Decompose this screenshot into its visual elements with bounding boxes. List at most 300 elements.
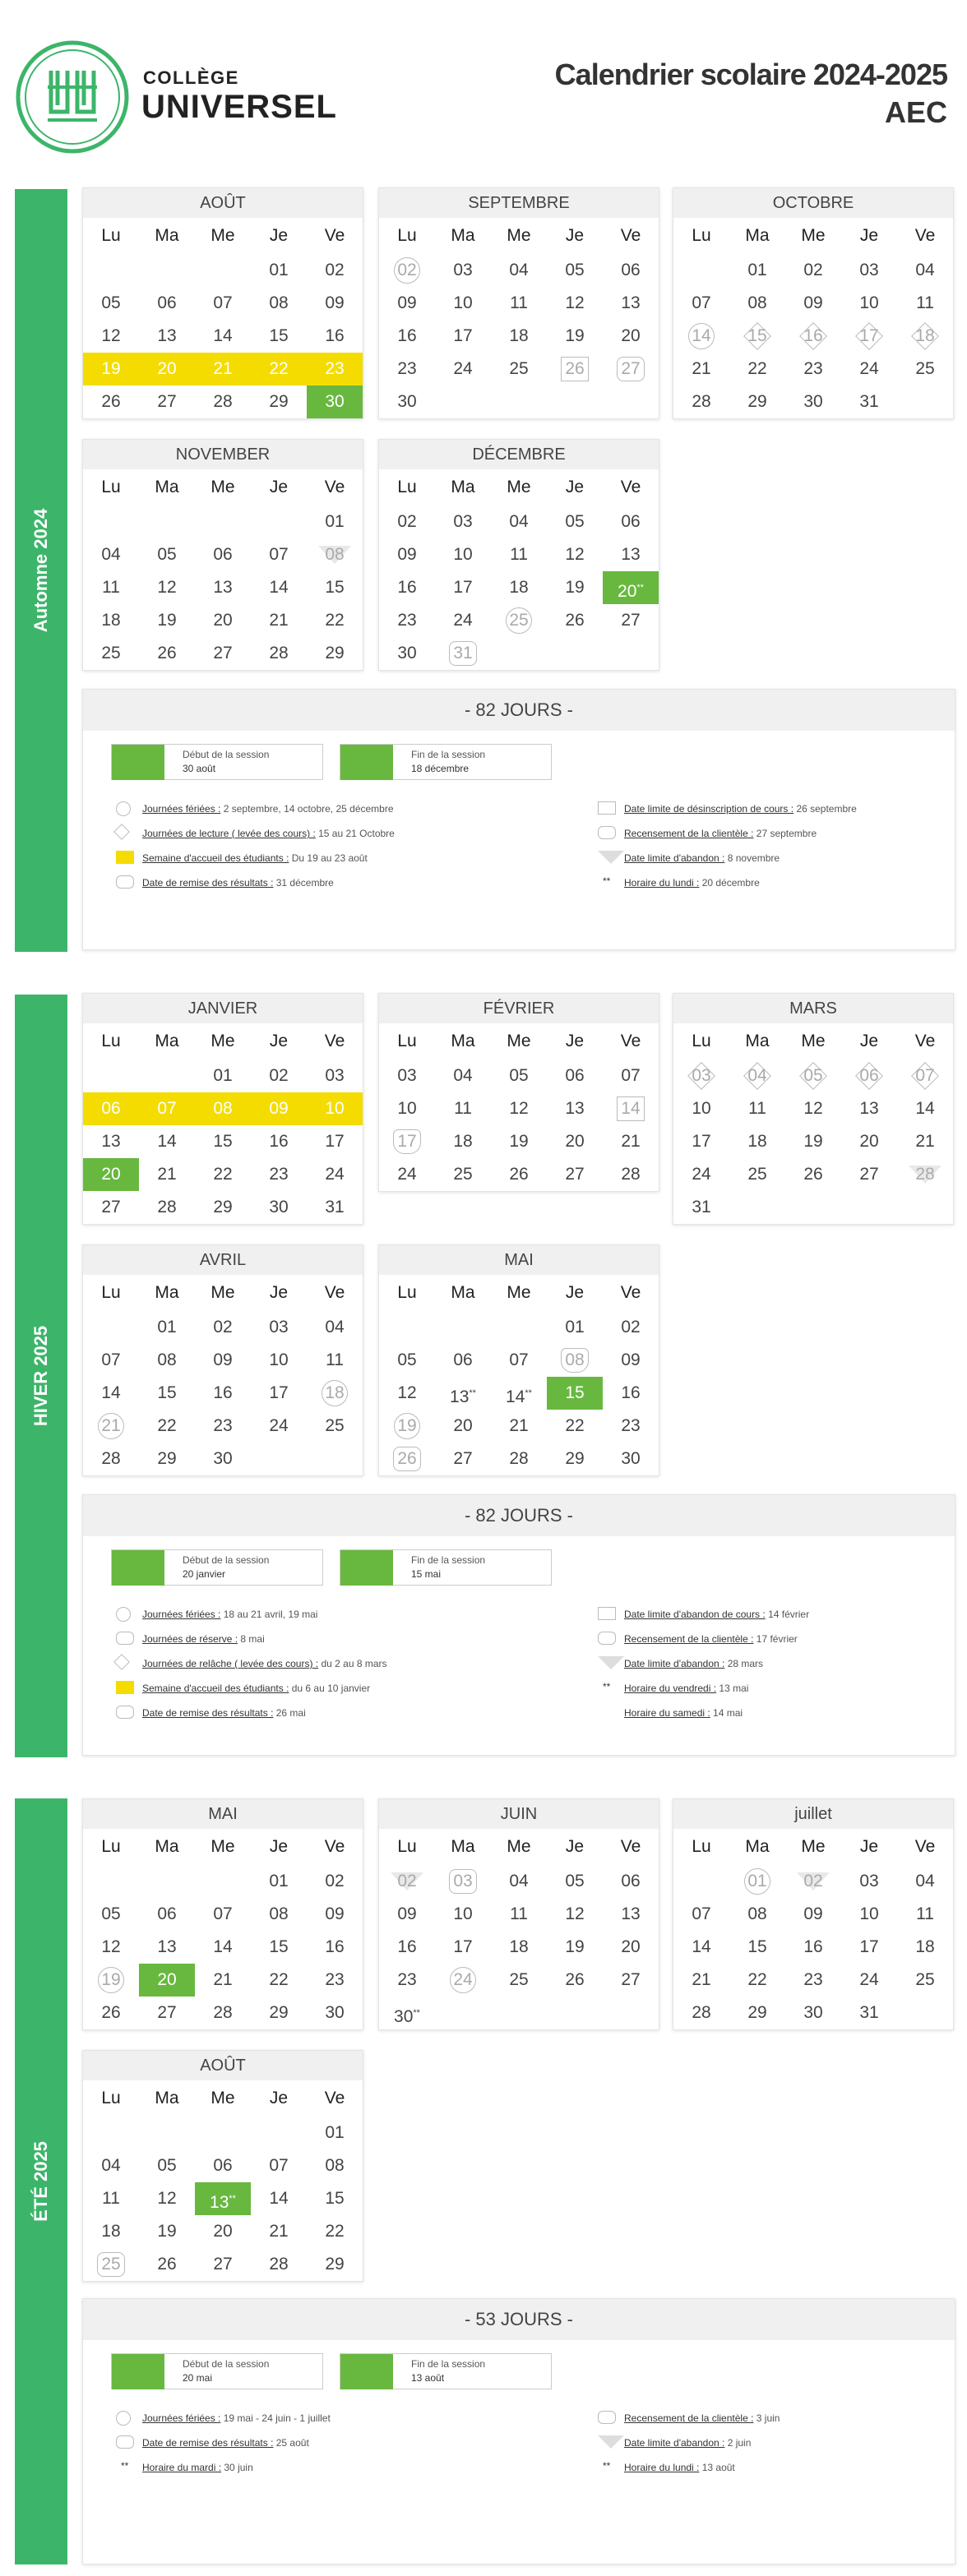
day-number: 12	[101, 326, 121, 345]
weekday-label: Lu	[101, 478, 121, 496]
day-number: 16	[269, 1132, 289, 1151]
day-cell	[307, 1898, 363, 1931]
day-cell	[379, 254, 435, 287]
legend-item	[624, 2412, 780, 2424]
weekday-label: Je	[269, 1283, 289, 1302]
day-cell	[603, 538, 659, 571]
day-number: 21	[269, 2222, 289, 2241]
day-number: 30	[269, 1198, 289, 1216]
day-number: 06	[213, 2156, 233, 2175]
day-cell	[251, 1410, 307, 1443]
day-number: 14	[157, 1132, 177, 1151]
day-cell	[307, 1964, 363, 1997]
day-cell	[841, 353, 897, 385]
day-number: 15	[269, 326, 289, 345]
day-number: 12	[565, 1904, 585, 1923]
day-cell	[841, 254, 897, 287]
session-days-count: - 53 JOURS -	[83, 2299, 955, 2340]
weekday-label: Ma	[155, 478, 179, 496]
day-number: 23	[325, 1970, 345, 1989]
month-calendar	[82, 2050, 363, 2282]
day-number: 14	[915, 1099, 935, 1118]
legend-symbol-icon	[113, 1654, 130, 1670]
day-cell	[729, 385, 785, 418]
day-number: 04	[915, 1872, 935, 1890]
day-cell	[491, 1410, 547, 1443]
legend-item	[624, 2462, 735, 2473]
day-number: 18	[101, 611, 121, 630]
day-number: 15	[565, 1383, 585, 1402]
day-cell	[139, 1898, 195, 1931]
day-cell	[673, 1931, 729, 1964]
day-number: 26	[397, 1449, 417, 1468]
weekday-label: Ma	[155, 1283, 179, 1302]
day-cell	[547, 1964, 603, 1997]
day-number: 02	[397, 512, 417, 531]
day-number: 21	[915, 1132, 935, 1151]
day-number: 13	[621, 545, 641, 564]
weekday-header	[379, 469, 659, 506]
legend-value: 26 mai	[273, 1707, 306, 1719]
day-number: 16	[397, 1937, 417, 1956]
day-number: 03	[859, 261, 879, 279]
day-cell	[547, 1092, 603, 1125]
day-cell	[547, 254, 603, 287]
legend-value: 27 septembre	[753, 828, 817, 839]
session-days-count: - 82 JOURS -	[83, 1495, 955, 1536]
day-number: 17	[692, 1132, 711, 1151]
end-label: Fin de la session	[411, 749, 486, 760]
day-cell	[379, 1898, 435, 1931]
day-cell	[195, 2117, 251, 2149]
day-cell	[379, 506, 435, 538]
day-cell	[83, 2248, 139, 2281]
day-number: 04	[509, 261, 529, 279]
day-cell	[603, 1443, 659, 1475]
day-cell	[251, 2248, 307, 2281]
weekday-label: Je	[565, 1283, 585, 1302]
day-cell	[195, 2248, 251, 2281]
day-cell	[673, 353, 729, 385]
day-number: 22	[565, 1416, 585, 1435]
day-number: 18	[915, 1937, 935, 1956]
legend-label: Journées de réserve :	[142, 1633, 238, 1645]
start-swatch	[112, 2354, 164, 2389]
legend-label: Date limite d'abandon :	[624, 1658, 725, 1669]
day-number: 18	[915, 326, 935, 345]
day-number: 22	[213, 1165, 233, 1184]
month-name: MARS	[673, 994, 953, 1023]
day-number: 15	[269, 1937, 289, 1956]
day-number: 03	[397, 1066, 417, 1085]
month-calendar	[82, 1244, 363, 1476]
legend-item	[142, 2462, 253, 2473]
day-number: 05	[565, 261, 585, 279]
day-number: 11	[510, 1904, 528, 1923]
schedule-asterisk: **	[413, 2008, 420, 2018]
day-number: 23	[397, 1970, 417, 1989]
day-cell	[435, 538, 491, 571]
day-cell	[379, 538, 435, 571]
day-cell	[195, 538, 251, 571]
day-number: 27	[621, 1970, 641, 1989]
day-cell	[195, 1344, 251, 1377]
day-cell	[139, 1443, 195, 1475]
day-number: 09	[325, 1904, 345, 1923]
day-cell	[307, 506, 363, 538]
day-cell	[435, 506, 491, 538]
day-number: 09	[803, 1904, 823, 1923]
day-number: 26	[565, 359, 585, 378]
day-cell	[251, 637, 307, 670]
day-number: 14	[213, 326, 233, 345]
legend-value: 19 mai - 24 juin - 1 juillet	[220, 2412, 331, 2424]
legend-value: 2 juin	[724, 2437, 752, 2449]
weekday-label: Me	[211, 226, 235, 245]
day-cell	[195, 1158, 251, 1191]
day-number: 20	[213, 2222, 233, 2241]
day-number: 10	[453, 1904, 473, 1923]
day-cell	[435, 320, 491, 353]
day-number: 17	[269, 1383, 289, 1402]
weekday-label: Ve	[324, 478, 345, 496]
day-cell	[785, 254, 841, 287]
day-number: 02	[803, 1872, 823, 1890]
day-cell	[785, 1158, 841, 1191]
day-number: 02	[397, 1872, 417, 1890]
day-cell	[729, 1059, 785, 1092]
day-cell	[379, 1377, 435, 1410]
day-number: 17	[325, 1132, 345, 1151]
weekday-label: Lu	[692, 226, 711, 245]
day-cell	[379, 1311, 435, 1344]
weekday-header	[83, 1023, 363, 1059]
day-cell	[379, 353, 435, 385]
day-number: 08	[325, 545, 345, 564]
day-number: 09	[325, 293, 345, 312]
day-number: 06	[213, 545, 233, 564]
day-number: 01	[747, 261, 767, 279]
day-number: 14	[269, 578, 289, 597]
day-number: 21	[101, 1416, 121, 1435]
legend-label: Date limite d'abandon :	[624, 2437, 725, 2449]
day-cell	[83, 1410, 139, 1443]
day-number: 08	[325, 2156, 345, 2175]
day-number: 14	[692, 326, 711, 345]
session-start-box	[111, 1549, 323, 1586]
day-number: 24	[453, 611, 473, 630]
start-date: 20 janvier	[183, 1568, 226, 1580]
legend-symbol-icon	[598, 851, 624, 864]
day-number: 26	[565, 611, 585, 630]
day-number: 24	[859, 359, 879, 378]
legend-item	[142, 2437, 309, 2449]
weekday-label: Je	[859, 226, 879, 245]
day-number: 04	[509, 1872, 529, 1890]
weekday-header	[673, 1829, 953, 1865]
day-cell	[603, 1931, 659, 1964]
season-label: HIVER 2025	[30, 1325, 51, 1427]
day-cell	[491, 287, 547, 320]
day-cell	[195, 1092, 251, 1125]
day-cell	[841, 1092, 897, 1125]
day-cell	[897, 1092, 953, 1125]
day-cell	[139, 385, 195, 418]
day-cell	[139, 1865, 195, 1898]
legend-symbol-icon	[598, 1607, 616, 1620]
day-number: 22	[269, 1970, 289, 1989]
day-cell	[435, 1964, 491, 1997]
day-cell	[139, 1931, 195, 1964]
legend-symbol-icon	[116, 801, 131, 816]
day-cell	[379, 1158, 435, 1191]
day-number: 11	[510, 293, 528, 312]
day-cell	[195, 1311, 251, 1344]
day-number: 03	[453, 1872, 473, 1890]
weekday-label: Ve	[324, 2089, 345, 2107]
day-cell	[603, 1092, 659, 1125]
legend-item	[624, 1707, 743, 1719]
day-number: 11	[326, 1350, 344, 1369]
legend-value: du 6 au 10 janvier	[289, 1683, 371, 1694]
day-number: 25	[915, 1970, 935, 1989]
days-grid	[83, 254, 363, 418]
month-name: JUIN	[379, 1799, 659, 1829]
day-number: 29	[269, 392, 289, 411]
day-number: 02	[621, 1318, 641, 1336]
day-cell	[251, 287, 307, 320]
days-grid	[83, 506, 363, 670]
day-cell	[435, 1377, 491, 1410]
day-number: 01	[213, 1066, 233, 1085]
month-name: SEPTEMBRE	[379, 188, 659, 218]
day-cell	[139, 2117, 195, 2149]
day-number: 24	[859, 1970, 879, 1989]
day-number: 13	[621, 293, 641, 312]
day-cell	[841, 1997, 897, 2029]
day-cell	[251, 1865, 307, 1898]
day-cell	[603, 1344, 659, 1377]
day-cell	[547, 1059, 603, 1092]
day-number: 25	[509, 611, 529, 630]
day-number: 28	[692, 392, 711, 411]
day-cell	[841, 1158, 897, 1191]
legend-value: 20 décembre	[699, 877, 760, 889]
day-cell	[785, 385, 841, 418]
day-number: 16	[325, 326, 345, 345]
day-cell	[547, 1377, 603, 1410]
day-cell	[603, 353, 659, 385]
weekday-label: Je	[565, 1837, 585, 1856]
day-number: 30	[325, 392, 345, 411]
days-grid	[83, 1059, 363, 1224]
legend-item	[142, 852, 368, 864]
day-cell	[251, 1092, 307, 1125]
day-cell	[83, 637, 139, 670]
day-number: 03	[859, 1872, 879, 1890]
day-number: 10	[453, 545, 473, 564]
day-number: 08	[213, 1099, 233, 1118]
day-cell	[841, 1865, 897, 1898]
day-number: 07	[692, 1904, 711, 1923]
day-cell	[307, 2248, 363, 2281]
day-number: 22	[747, 1970, 767, 1989]
day-cell	[139, 571, 195, 604]
day-number: 05	[565, 512, 585, 531]
day-number: 01	[325, 512, 345, 531]
day-cell	[841, 1964, 897, 1997]
day-number: 11	[454, 1099, 472, 1118]
day-cell	[603, 604, 659, 637]
session-start-box	[111, 744, 323, 780]
day-number: 07	[213, 1904, 233, 1923]
day-cell	[491, 1865, 547, 1898]
day-number: 12	[803, 1099, 823, 1118]
month-calendar	[378, 993, 659, 1192]
asterisk-icon: **	[603, 2460, 611, 2472]
day-number: 11	[748, 1099, 766, 1118]
legend-label: Journées fériées :	[142, 803, 221, 815]
day-cell	[603, 320, 659, 353]
weekday-label: Lu	[397, 478, 417, 496]
day-cell	[435, 1059, 491, 1092]
day-number: 24	[397, 1165, 417, 1184]
legend-label: Recensement de la clientèle :	[624, 2412, 754, 2424]
legend-symbol-icon	[116, 1681, 134, 1694]
day-cell	[603, 1059, 659, 1092]
day-cell	[195, 254, 251, 287]
day-cell	[195, 1898, 251, 1931]
day-number: 14	[692, 1937, 711, 1956]
day-number: 13	[450, 1387, 470, 1406]
day-cell	[195, 604, 251, 637]
day-cell	[139, 604, 195, 637]
schedule-asterisk: **	[469, 1388, 476, 1398]
start-date: 30 août	[183, 763, 216, 774]
day-cell	[195, 287, 251, 320]
day-number: 02	[325, 261, 345, 279]
day-cell	[83, 1344, 139, 1377]
day-number: 26	[101, 392, 121, 411]
day-number: 06	[453, 1350, 473, 1369]
weekday-label: Me	[507, 226, 531, 245]
legend-label: Journées de relâche ( levée des cours) :	[142, 1658, 319, 1669]
day-number: 17	[397, 1132, 417, 1151]
day-number: 03	[453, 512, 473, 531]
day-number: 05	[101, 293, 121, 312]
end-date: 15 mai	[411, 1568, 442, 1580]
day-cell	[435, 1158, 491, 1191]
season-band-ete	[15, 1798, 67, 2564]
legend-item	[624, 1683, 748, 1694]
day-cell	[307, 1158, 363, 1191]
day-number: 03	[325, 1066, 345, 1085]
weekday-label: Lu	[101, 1283, 121, 1302]
day-number: 25	[509, 1970, 529, 1989]
day-cell	[435, 1898, 491, 1931]
day-number: 21	[692, 359, 711, 378]
day-number: 28	[621, 1165, 641, 1184]
day-cell	[251, 2182, 307, 2215]
day-number: 21	[269, 611, 289, 630]
day-cell	[897, 1865, 953, 1898]
day-cell	[785, 353, 841, 385]
weekday-header	[673, 218, 953, 254]
day-cell	[785, 1092, 841, 1125]
end-label: Fin de la session	[411, 1554, 486, 1566]
day-cell	[547, 1931, 603, 1964]
month-name: JANVIER	[83, 994, 363, 1023]
weekday-label: Lu	[101, 2089, 121, 2107]
day-cell	[491, 1311, 547, 1344]
day-cell	[547, 287, 603, 320]
day-number: 09	[397, 1904, 417, 1923]
days-grid	[379, 254, 659, 418]
session-days-count: - 82 JOURS -	[83, 690, 955, 731]
day-number: 14	[101, 1383, 121, 1402]
day-number: 19	[101, 1970, 121, 1989]
day-number: 25	[915, 359, 935, 378]
weekday-label: Lu	[397, 1283, 417, 1302]
day-cell	[307, 1865, 363, 1898]
day-cell	[195, 637, 251, 670]
day-number: 02	[213, 1318, 233, 1336]
day-number: 28	[915, 1165, 935, 1184]
end-date: 18 décembre	[411, 763, 470, 774]
day-cell	[491, 1344, 547, 1377]
day-cell	[491, 1092, 547, 1125]
day-number: 18	[509, 326, 529, 345]
day-cell	[491, 1898, 547, 1931]
weekday-label: Me	[507, 478, 531, 496]
start-label: Début de la session	[183, 749, 270, 760]
day-cell	[897, 254, 953, 287]
day-cell	[785, 1865, 841, 1898]
day-number: 25	[453, 1165, 473, 1184]
day-cell	[379, 1865, 435, 1898]
day-number: 27	[621, 359, 641, 378]
day-number: 29	[747, 392, 767, 411]
day-number: 07	[269, 545, 289, 564]
weekday-label: Me	[211, 478, 235, 496]
day-cell	[251, 1964, 307, 1997]
session-summary	[82, 2298, 955, 2564]
day-cell	[139, 353, 195, 385]
day-number: 06	[859, 1066, 879, 1085]
day-number: 19	[157, 611, 177, 630]
start-swatch	[112, 1550, 164, 1586]
month-calendar	[378, 1244, 659, 1476]
legend-label: Semaine d'accueil des étudiants :	[142, 852, 289, 864]
weekday-label: Ma	[451, 1032, 475, 1050]
days-grid	[83, 1311, 363, 1475]
day-cell	[673, 254, 729, 287]
day-cell	[435, 1443, 491, 1475]
day-cell	[139, 1191, 195, 1224]
legend-symbol-icon	[598, 2435, 624, 2449]
day-cell	[673, 1092, 729, 1125]
day-number: 06	[101, 1099, 121, 1118]
legend-item	[142, 1609, 317, 1620]
end-label: Fin de la session	[411, 2358, 486, 2370]
day-number: 05	[397, 1350, 417, 1369]
day-number: 05	[803, 1066, 823, 1085]
legend-symbol-icon	[116, 2411, 131, 2426]
weekday-label: Je	[269, 226, 289, 245]
day-number: 13	[210, 2193, 229, 2212]
session-end-box	[340, 744, 552, 780]
day-number: 18	[509, 578, 529, 597]
